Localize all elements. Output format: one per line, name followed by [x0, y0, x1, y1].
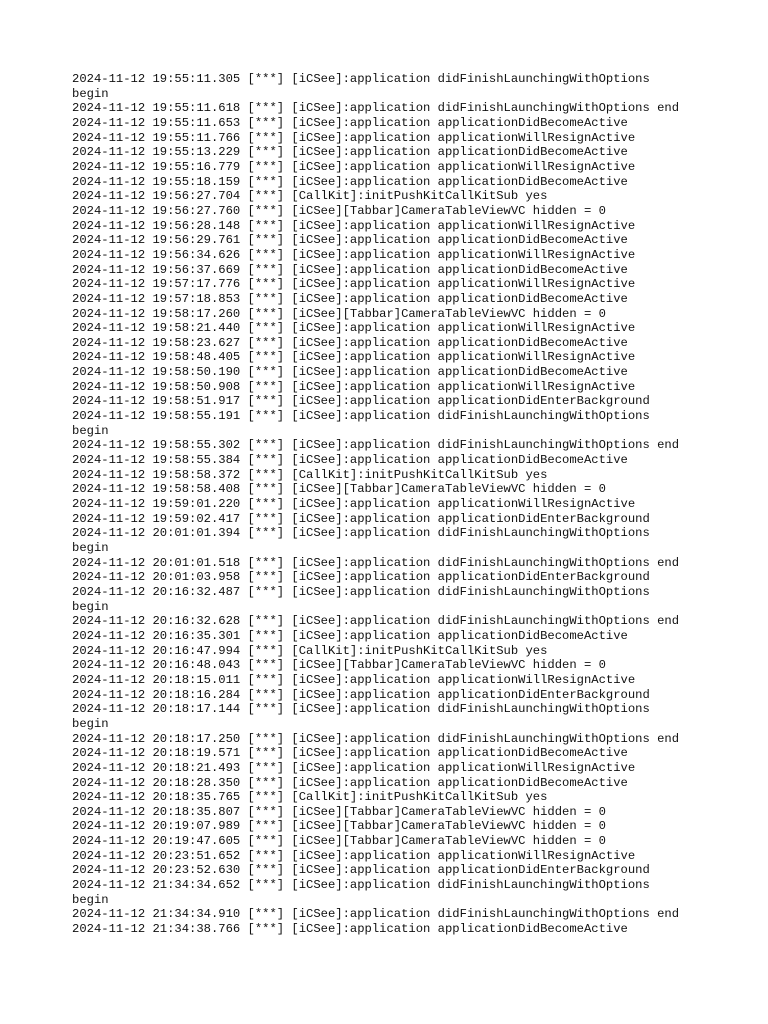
- log-line: 2024-11-12 20:19:07.989 [***] [iCSee][Tabbar]CameraTableViewVC hidden = 0: [72, 819, 606, 834]
- log-line: 2024-11-12 19:56:37.669 [***] [iCSee]:application applicationDidBecomeActive: [72, 262, 628, 277]
- log-line: 2024-11-12 19:57:17.776 [***] [iCSee]:application applicationWillResignActive: [72, 277, 636, 292]
- log-line: 2024-11-12 19:58:23.627 [***] [iCSee]:application applicationDidBecomeActive: [72, 335, 628, 350]
- log-line: 2024-11-12 20:18:16.284 [***] [iCSee]:application applicationDidEnterBackground: [72, 687, 650, 702]
- log-line: 2024-11-12 20:23:52.630 [***] [iCSee]:application applicationDidEnterBackground: [72, 863, 650, 878]
- log-line: 2024-11-12 19:58:51.917 [***] [iCSee]:application applicationDidEnterBackground: [72, 394, 650, 409]
- log-line: 2024-11-12 20:18:28.350 [***] [iCSee]:application applicationDidBecomeActive: [72, 775, 628, 790]
- log-line: 2024-11-12 20:19:47.605 [***] [iCSee][Tabbar]CameraTableViewVC hidden = 0: [72, 834, 606, 849]
- log-line: 2024-11-12 20:18:35.765 [***] [CallKit]:initPushKitCallKitSub yes: [72, 790, 548, 805]
- log-line: 2024-11-12 19:55:18.159 [***] [iCSee]:application applicationDidBecomeActive: [72, 174, 628, 189]
- log-line: 2024-11-12 19:58:55.384 [***] [iCSee]:application applicationDidBecomeActive: [72, 453, 628, 468]
- log-line: 2024-11-12 19:55:11.618 [***] [iCSee]:application didFinishLaunchingWithOptions end: [72, 101, 680, 116]
- log-line: 2024-11-12 20:16:48.043 [***] [iCSee][Tabbar]CameraTableViewVC hidden = 0: [72, 658, 606, 673]
- log-line: 2024-11-12 20:16:47.994 [***] [CallKit]:initPushKitCallKitSub yes: [72, 643, 548, 658]
- log-line: 2024-11-12 19:56:34.626 [***] [iCSee]:application applicationWillResignActive: [72, 247, 636, 262]
- log-line: 2024-11-12 19:58:55.302 [***] [iCSee]:application didFinishLaunchingWithOptions end: [72, 438, 680, 453]
- log-line: 2024-11-12 20:01:03.958 [***] [iCSee]:application applicationDidEnterBackground: [72, 570, 650, 585]
- log-line: 2024-11-12 19:58:50.908 [***] [iCSee]:application applicationWillResignActive: [72, 379, 636, 394]
- log-line: 2024-11-12 19:58:58.372 [***] [CallKit]:initPushKitCallKitSub yes: [72, 467, 548, 482]
- log-line: 2024-11-12 20:01:01.394 [***] [iCSee]:application didFinishLaunchingWithOptions begin: [72, 526, 650, 555]
- log-line: 2024-11-12 21:34:34.910 [***] [iCSee]:application didFinishLaunchingWithOptions end: [72, 907, 680, 922]
- log-line: 2024-11-12 21:34:34.652 [***] [iCSee]:application didFinishLaunchingWithOptions begin: [72, 878, 650, 907]
- log-line: 2024-11-12 19:55:11.766 [***] [iCSee]:application applicationWillResignActive: [72, 130, 636, 145]
- log-line: 2024-11-12 19:55:11.653 [***] [iCSee]:application applicationDidBecomeActive: [72, 115, 628, 130]
- log-line: 2024-11-12 19:58:17.260 [***] [iCSee][Tabbar]CameraTableViewVC hidden = 0: [72, 306, 606, 321]
- log-line: 2024-11-12 19:55:11.305 [***] [iCSee]:application didFinishLaunchingWithOptions begin: [72, 72, 650, 101]
- log-line: 2024-11-12 19:59:02.417 [***] [iCSee]:application applicationDidEnterBackground: [72, 511, 650, 526]
- log-line: 2024-11-12 19:55:16.779 [***] [iCSee]:application applicationWillResignActive: [72, 159, 636, 174]
- log-line: 2024-11-12 20:18:19.571 [***] [iCSee]:application applicationDidBecomeActive: [72, 746, 628, 761]
- log-line: 2024-11-12 20:16:32.628 [***] [iCSee]:application didFinishLaunchingWithOptions end: [72, 614, 680, 629]
- log-line: 2024-11-12 20:16:32.487 [***] [iCSee]:application didFinishLaunchingWithOptions begin: [72, 584, 650, 614]
- log-line: 2024-11-12 19:56:27.704 [***] [CallKit]:initPushKitCallKitSub yes: [72, 189, 548, 204]
- log-line: 2024-11-12 20:18:35.807 [***] [iCSee][Tabbar]CameraTableViewVC hidden = 0: [72, 804, 606, 819]
- log-line: 2024-11-12 19:58:55.191 [***] [iCSee]:application didFinishLaunchingWithOptions begin: [72, 409, 650, 438]
- log-line: 2024-11-12 19:58:58.408 [***] [iCSee][Tabbar]CameraTableViewVC hidden = 0: [72, 482, 606, 497]
- log-line: 2024-11-12 20:23:51.652 [***] [iCSee]:application applicationWillResignActive: [72, 848, 636, 863]
- log-line: 2024-11-12 20:18:17.144 [***] [iCSee]:application didFinishLaunchingWithOptions begin: [72, 702, 650, 731]
- log-line: 2024-11-12 19:57:18.853 [***] [iCSee]:application applicationDidBecomeActive: [72, 291, 628, 306]
- log-line: 2024-11-12 19:58:48.405 [***] [iCSee]:application applicationWillResignActive: [72, 350, 636, 365]
- log-line: 2024-11-12 20:01:01.518 [***] [iCSee]:application didFinishLaunchingWithOptions end: [72, 555, 680, 570]
- log-line: 2024-11-12 20:16:35.301 [***] [iCSee]:application applicationDidBecomeActive: [72, 628, 628, 643]
- log-line: 2024-11-12 21:34:38.766 [***] [iCSee]:application applicationDidBecomeActive: [72, 922, 628, 937]
- log-line: 2024-11-12 20:18:21.493 [***] [iCSee]:application applicationWillResignActive: [72, 760, 636, 775]
- log-line: 2024-11-12 19:58:21.440 [***] [iCSee]:application applicationWillResignActive: [72, 321, 636, 336]
- log-document: [72, 72, 712, 937]
- log-line: 2024-11-12 19:59:01.220 [***] [iCSee]:application applicationWillResignActive: [72, 497, 636, 512]
- log-line: 2024-11-12 19:56:28.148 [***] [iCSee]:application applicationWillResignActive: [72, 218, 636, 233]
- log-line: 2024-11-12 20:18:17.250 [***] [iCSee]:application didFinishLaunchingWithOptions end: [72, 731, 680, 746]
- log-line: 2024-11-12 19:55:13.229 [***] [iCSee]:application applicationDidBecomeActive: [72, 145, 628, 160]
- log-line: 2024-11-12 19:56:27.760 [***] [iCSee][Tabbar]CameraTableViewVC hidden = 0: [72, 203, 606, 218]
- log-line: 2024-11-12 19:56:29.761 [***] [iCSee]:application applicationDidBecomeActive: [72, 233, 628, 248]
- log-line: 2024-11-12 20:18:15.011 [***] [iCSee]:application applicationWillResignActive: [72, 672, 636, 687]
- log-line: 2024-11-12 19:58:50.190 [***] [iCSee]:application applicationDidBecomeActive: [72, 365, 628, 380]
